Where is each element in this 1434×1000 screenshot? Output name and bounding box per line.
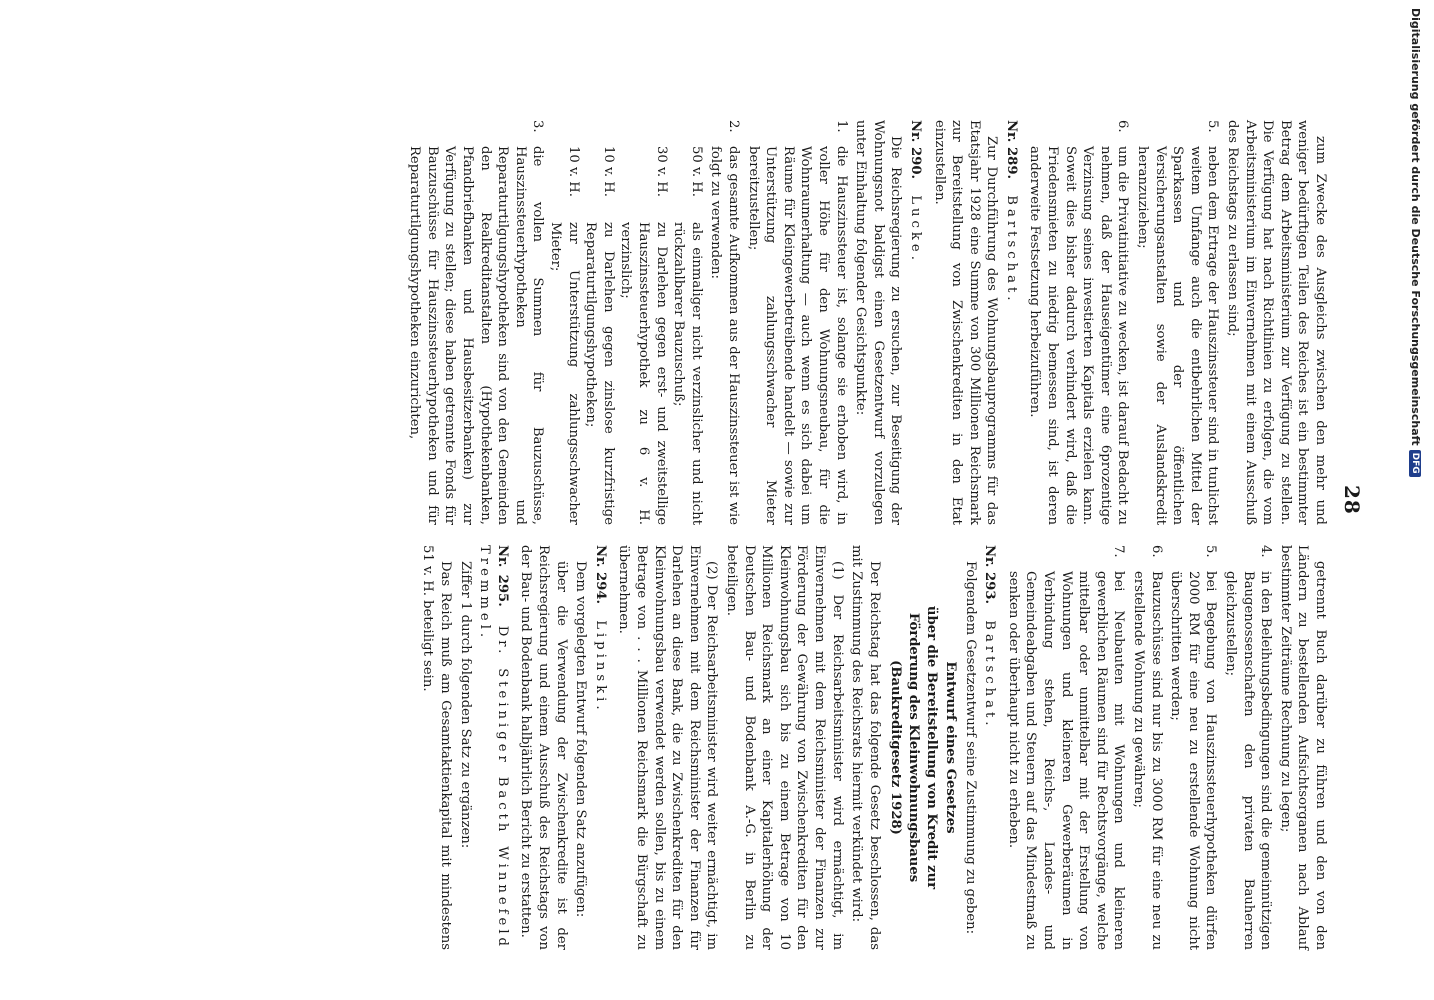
nr-label: Nr. 294. — [592, 545, 608, 605]
sub-item-percent: 10 v. H. — [600, 146, 616, 197]
rotated-page-scan — [34, 0, 1434, 1000]
sub-item-percent: 30 v. H. — [653, 146, 669, 197]
item-text: neben dem Ertrage der Hauszinssteuer sind in tunlichst weitem Umfange auch die entbehrlichen Mittel der Sparkassen und der öffentlichen Versicherungsanstalten sowie der Auslandskredit heranzuziehen; — [1135, 146, 1221, 525]
item-text: die vollen Summen für Bauzuschüsse, Hauszinssteuerhypotheken und Reparaturtilgungshypotheken sind von den Gemeinden den Realkreditanstalten (Hypothekenbanken, Pfandbriefbanken und Hausbesitzerbanken) zur Verfügung zu stellen; diese haben getrennte Fonds für Bauzuschüsse für Hauszinssteuerhypotheken und für Reparaturtilgungshypotheken einzurichten, — [407, 146, 546, 525]
nr-label: Nr. 295. — [494, 545, 510, 607]
sub-list-item — [582, 146, 617, 525]
nr-293-heading — [981, 545, 999, 950]
list-item — [744, 120, 850, 525]
law-paragraph-2: (2) Der Reichsarbeitsminister wird weiter ermächtigt, im Einvernehmen mit dem Reichsminister der Finanzen für Darlehen an diese Bank, die zu Zwischenkrediten für den Kleinwohnungsbau verwendet werden sollen, bis zu einem Betrage von . . . Millionen Reichsmark die Bürgschaft zu übernehmen. — [616, 545, 720, 950]
dfg-notice — [1409, 8, 1422, 477]
item-number: 5. — [1205, 120, 1221, 133]
sub-item-text: zu Darlehen gegen erst- und zweitstellige Hauszinssteuerhypothek zu 6 v. H. verzinslich; — [618, 222, 669, 525]
law-preamble: Der Reichstag hat das folgende Gesetz beschlossen, das mit Zustimmung des Reichsrats hiermit verkündet wird: — [849, 545, 882, 950]
sub-item-text: zu Darlehen gegen zinslose kurzfristige Reparaturtilgungshypotheken; — [583, 222, 616, 525]
right-column — [417, 545, 1329, 950]
sub-item-text: zur Unterstützung zahlungsschwacher Mieter; — [548, 222, 581, 525]
item-number: 6. — [1148, 545, 1164, 558]
nr-name: Lipinski. — [592, 620, 608, 714]
sub-list-item — [617, 146, 670, 525]
item-text: die Hauszinssteuer ist, solange sie erhoben wird, in voller Höhe für den Wohnungsneubau, für die Wohnraumerhaltung — auch wenn es sich dabei um Räume für Kleingewerbetreibende handelt — sowie zur Unterstützung zahlungsschwacher Mieter bereitzustellen; — [745, 146, 849, 525]
item-number: 1. — [833, 120, 849, 133]
nr-label: Nr. 293. — [982, 545, 998, 605]
law-draft-subtitle: über die Bereitstellung von Kredit zur Förderung des Kleinwohnungsbaues (Baukreditgesetz 1928) — [888, 605, 939, 890]
list-item — [707, 120, 742, 525]
list-item — [1221, 545, 1274, 950]
law-paragraph-1: (1) Der Reichsarbeitsminister wird ermächtigt, im Einvernehmen mit dem Reichsminister der Finanzen zur Förderung der Gewährung von Zwischenkrediten für den Kleinwohnungsbau sich bis zu einem Betrage von 10 Millionen Reichsmark an einer Kapitalerhöhung der Deutschen Bau- und Bodenbank A.-G. in Berlin zu beteiligen. — [724, 545, 845, 950]
list-item — [1004, 545, 1127, 950]
sub-list-item — [670, 146, 705, 525]
left-intro: zum Zwecke des Ausgleichs zwischen den mehr und weniger bedürftigen Teilen des Reiches ist ein bestimmter Betrag dem Arbeitsministerium zur Verfügung zu stellen. Die Verfügung hat nach Richtlinien zu erfolgen, die vom Arbeitsministerium im Einvernehmen mit einem Ausschuß des Reichstags zu erlassen sind; — [1225, 120, 1328, 525]
item-number: 4. — [1258, 545, 1274, 558]
nr-289-heading — [1002, 120, 1020, 525]
item-text: um die Privatinitiative zu wecken, ist darauf Bedacht zu nehmen, daß der Hauseigentümer eine 6prozentige Verzinsung seines investierten Kapitals erzielen kann. Soweit dies bisher dadurch verhindert wird, daß die Friedensmieten zu niedrig bemessen sind, ist deren anderweite Festsetzung herbeizuführen. — [1027, 146, 1131, 525]
nr-293-text: Folgendem Gesetzentwurf seine Zustimmung zu geben: — [962, 561, 978, 935]
sub-item-text: als einmaliger nicht verzinslicher und nicht rückzahlbarer Bauzuschuß; — [671, 222, 704, 525]
page-number: 28 — [1340, 485, 1364, 515]
nr-name: Bartschat. — [982, 620, 998, 730]
item-number: 6. — [1115, 120, 1131, 133]
nr-295-heading — [476, 545, 511, 950]
nr-name: Bartschat. — [1003, 195, 1019, 305]
law-draft-title: Entwurf eines Gesetzes — [943, 661, 959, 834]
list-item — [1167, 545, 1220, 950]
item-number: 5. — [1203, 545, 1219, 558]
item-number: 3. — [530, 120, 546, 133]
list-item — [406, 120, 547, 525]
nr-295-text: Ziffer 1 durch folgenden Satz zu ergänzen: — [457, 561, 473, 849]
nr-294-text: Dem vorgelegten Entwurf folgenden Satz anzufügen: — [573, 561, 589, 918]
nr-294-quote: über die Verwendung der Zwischenkredite ist der Reichsregierung und einem Ausschuß des Reichstags von der Bau- und Bodenbank halbjährlich Bericht zu erstatten. — [518, 545, 569, 950]
nr-295-quote: Das Reich muß am Gesamtaktienkapital mit mindestens 51 v. H. beteiligt sein. — [420, 545, 454, 950]
sub-item-percent: 10 v. H. — [565, 146, 581, 197]
nr-290-text: Die Reichsregierung zu ersuchen, zur Beseitigung der Wohnungsnot baldigst einen Gesetzentwurf vorzulegen unter Einhaltung folgender Gesichtspunkte: — [853, 120, 904, 525]
item-text: bei Neubauten mit Wohnungen und kleineren gewerblichen Räumen sind für Rechtsvorgänge, welche mittelbar oder unmittelbar mit der Erstellung von Wohnungen und kleineren Gewerberäumen in Verbindung stehen, Reichs-, Landes- und Gemeindeabgaben und Steuern auf das Mindestmaß zu senken oder überhaupt nicht zu erheben. — [1005, 571, 1127, 950]
item-text: das gesamte Aufkommen aus der Hauszinssteuer ist wie folgt zu verwenden: — [708, 146, 741, 525]
item-text: bei Begebung von Hauszinssteuerhypotheken dürfen 2000 RM für eine neu zu erstellende Wohnung nicht überschritten werden; — [1168, 571, 1219, 950]
right-intro: getrennt Buch darüber zu führen und den von den Ländern zu bestellenden Aufsichtsorganen nach Ablauf bestimmter Zeiträume Rechnung zu legen; — [1277, 545, 1328, 950]
list-item — [1129, 545, 1164, 950]
sub-item-percent: 50 v. H. — [688, 146, 704, 197]
left-column — [404, 120, 1329, 525]
nr-name: Dr. Steiniger Bacth Winnefeld Tremmel. — [477, 545, 510, 950]
nr-294-heading — [591, 545, 609, 950]
nr-label: Nr. 289. — [1003, 120, 1019, 180]
list-item — [1133, 120, 1221, 525]
item-text: in den Beleihungsbedingungen sind die gemeinnützigen Baugenossenschaften den privaten Bauherren gleichzustellen; — [1223, 571, 1274, 950]
sub-list-item — [546, 146, 581, 525]
list-item — [1026, 120, 1132, 525]
item-number: 7. — [1111, 545, 1127, 558]
dfg-notice-text: Digitalisierung gefördert durch die Deutsche Forschungsgemeinschaft — [1409, 8, 1422, 446]
dfg-logo-icon: DFG — [1410, 450, 1422, 477]
nr-289-text: Zur Durchführung des Wohnungsbauprogramms für das Etatsjahr 1928 eine Summe von 300 Millionen Reichsmark zur Bereitstellung von Zwischenkrediten in den Etat einzustellen. — [931, 120, 1000, 525]
item-number: 2. — [726, 120, 741, 133]
nr-label: Nr. 290. — [907, 120, 923, 180]
nr-name: Lucke. — [907, 195, 923, 264]
nr-290-heading — [906, 120, 924, 525]
item-text: Bauzuschüsse sind nur bis zu 3000 RM für eine neu zu erstellende Wohnung zu gewähren; — [1131, 571, 1164, 950]
